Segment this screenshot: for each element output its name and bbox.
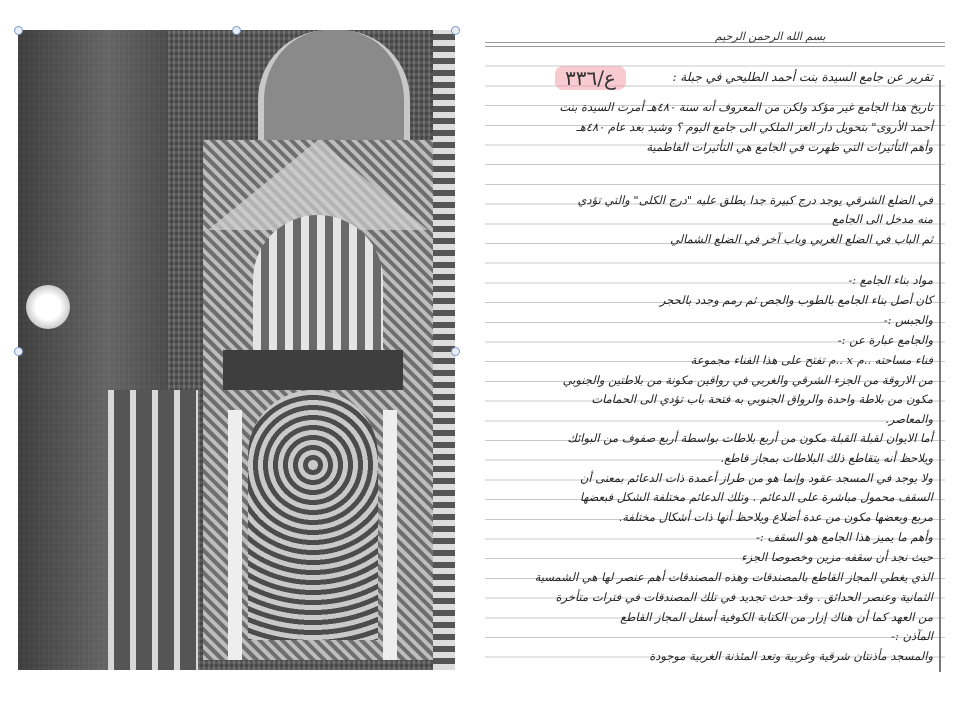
photo-left-pillars	[108, 390, 198, 670]
document-line: في الضلع الشرقي يوجد درج كبيرة جدا يطلق عليه "درج الكلى" والتي تؤدي	[577, 193, 933, 207]
photo-niche-panel	[248, 390, 378, 640]
basmala-header: بسم الله الرحمن الرحيم	[715, 30, 826, 43]
document-title: تقرير عن جامع السيدة بنت أحمد الطليحي في جبلة :	[672, 70, 933, 84]
photo-column-left	[228, 410, 242, 660]
document-line: حيث نجد أن سقفه مزين وخصوصا الجزء	[741, 550, 933, 564]
reference-number: ع/٣٣٦	[555, 66, 626, 90]
photo-upper-arch	[258, 30, 410, 146]
resize-handle-top-right[interactable]	[451, 26, 460, 35]
photo-column-right	[383, 410, 397, 660]
document-line: فناء مساحته ..م x ..م تفتح على هذا الفناء مجموعة	[690, 353, 933, 367]
document-line: كان أصل بناء الجامع بالطوب والجص ثم رمم وجدد بالحجر	[659, 293, 933, 307]
document-line: مربع وبعضها مكون من عدة أضلاع ويلاحظ أنها ذات أشكال مختلفة.	[618, 510, 933, 524]
document-line: ويلاحظ أنه يتقاطع ذلك البلاطات بمجاز قاطع.	[720, 451, 933, 465]
photo-light-spot	[26, 285, 70, 329]
document-line: الثمانية وعنصر الحدائق . وقد حدث تجديد في تلك المصندقات في فترات متأخرة	[555, 590, 933, 604]
resize-handle-top-left[interactable]	[14, 26, 23, 35]
document-line: من الاروقة من الجزء الشرقي والغربي في رواقين مكونة من بلاطتين والجنوبي	[562, 373, 933, 387]
document-line: والمسجد مأذنتان شرقية وغربية وتعد المئذنة الغربية موجودة	[649, 649, 933, 663]
document-line: السقف محمول مباشرة على الدعائم . وتلك الدعائم مختلفة الشكل فبعضها	[579, 490, 933, 504]
document-line: مواد بناء الجامع :-	[848, 273, 933, 287]
document-line: منه مدخل الى الجامع	[832, 212, 933, 226]
document-line: والجامع عبارة عن :-	[837, 333, 933, 347]
document-line: والمعاصر.	[885, 412, 933, 426]
document-line: المآذن :-	[891, 629, 933, 643]
photo-shell-niche	[253, 215, 383, 350]
document-line: والجبس :-	[883, 313, 933, 327]
handwritten-document	[485, 28, 945, 673]
photo-lintel	[223, 350, 403, 390]
resize-handle-middle-right[interactable]	[451, 347, 460, 356]
document-line: ولا يوجد في المسجد عقود وإنما هو من طراز أعمدة ذات الدعائم بمعنى أن	[579, 471, 933, 485]
document-line: أحمد الأروى" بتحويل دار العز الملكي الى جامع اليوم ؟ وشيد بعد عام ٤٨٠هـ	[576, 120, 933, 134]
mihrab-photo[interactable]	[18, 30, 455, 670]
document-line: وأهم التأثيرات التي ظهرت في الجامع هي التأثيرات الفاطمية	[646, 140, 933, 154]
resize-handle-middle-left[interactable]	[14, 347, 23, 356]
document-line: الذي يغطي المجاز القاطع بالمصندقات وهذه المصندقات أهم عنصر لها هي الشمسية	[534, 570, 933, 584]
document-line: ثم الباب في الضلع الغربي وباب آخر في الضلع الشمالي	[670, 232, 933, 246]
document-line: أما الايوان لقبلة القبلة مكون من أربع بلاطات بواسطة أربع صفوف من البوائك	[567, 431, 933, 445]
document-line: وأهم ما يميز هذا الجامع هو السقف :-	[755, 530, 933, 544]
document-line: مكون من بلاطة واحدة والرواق الجنوبي به فتحة باب تؤدي الى الحمامات	[591, 392, 933, 406]
margin-line	[939, 80, 941, 672]
document-line: من العهد كما أن هناك إزار من الكتابة الكوفية أسفل المجاز القاطع	[620, 610, 933, 624]
document-line: تاريخ هذا الجامع غير مؤكد ولكن من المعروف أنه سنة ٤٨٠هـ أمرت السيدة بنت	[559, 100, 933, 114]
resize-handle-top-center[interactable]	[232, 26, 241, 35]
